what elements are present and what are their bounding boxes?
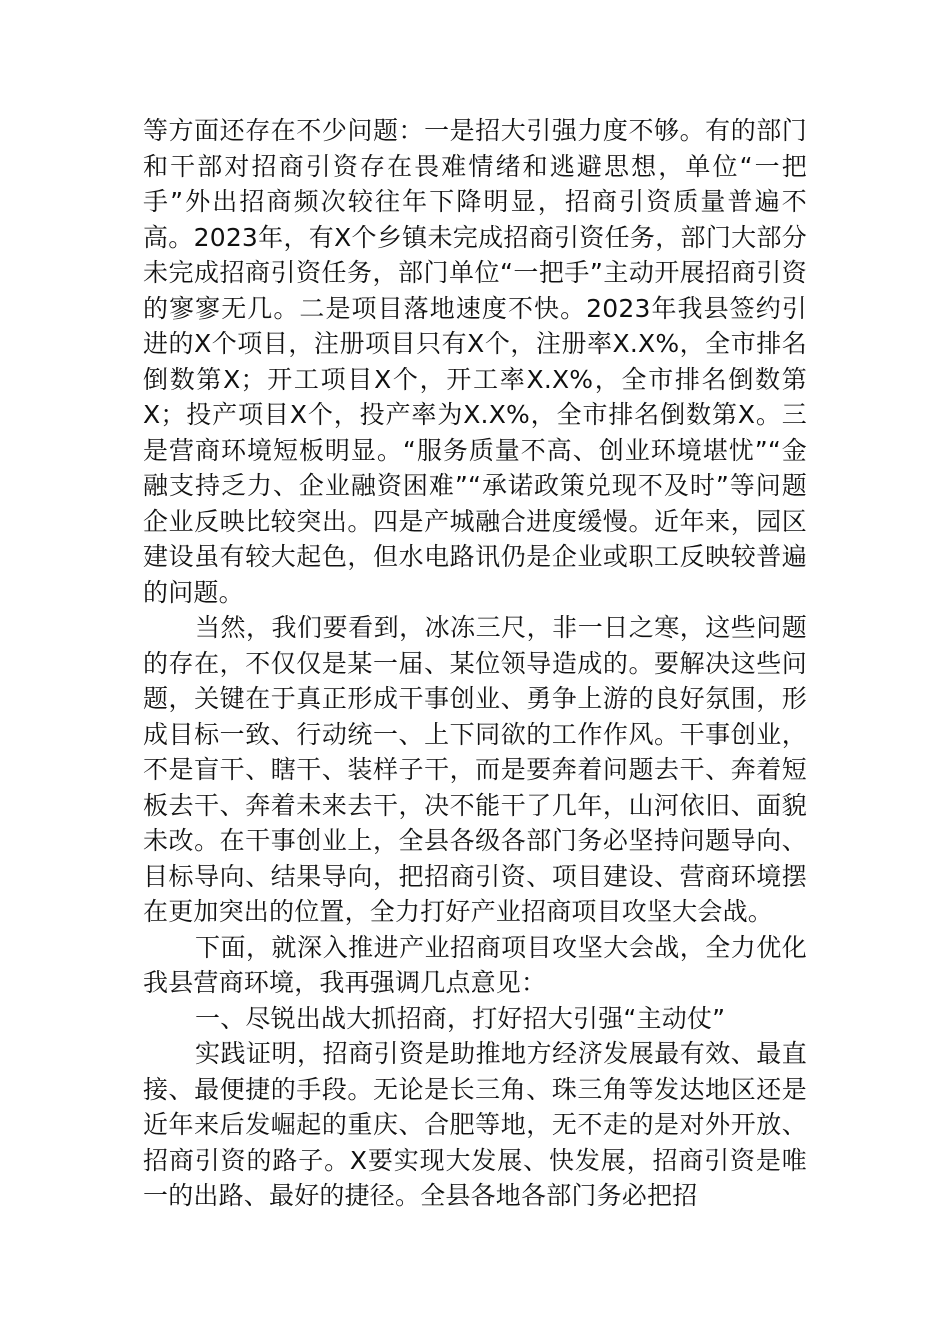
paragraph-analysis: 当然，我们要看到，冰冻三尺，非一日之寒，这些问题的存在，不仅仅是某一届、某位领导造成的。要解决这些问题，关键在于真正形成干事创业、勇争上游的良好氛围，形成目标一致、行动统一、上下同欲的工作作风。干事创业，不是盲干、瞎干、装样子干，而是要奔着问题去干、奔着短板去干、奔着未来去干，决不能干了几年，山河依旧、面貌未改。在干事创业上，全县各级各部门务必坚持问题导向、目标导向、结果导向，把招商引资、项目建设、营商环境摆在更加突出的位置，全力打好产业招商项目攻坚大会战。: [143, 613, 807, 926]
document-body: [143, 113, 807, 1214]
paragraph-investment-practice: 实践证明，招商引资是助推地方经济发展最有效、最直接、最便捷的手段。无论是长三角、珠三角等发达地区还是近年来后发崛起的重庆、合肥等地，无不走的是对外开放、招商引资的路子。X要实现大发展、快发展，招商引资是唯一的出路、最好的捷径。全县各地各部门务必把招: [143, 1039, 807, 1210]
section-heading-one: 一、尽锐出战大抓招商，打好招大引强“主动仗”: [195, 1003, 726, 1033]
paragraph-introduction: 下面，就深入推进产业招商项目攻坚大会战，全力优化我县营商环境，我再强调几点意见：: [143, 932, 807, 997]
paragraph-problems: 等方面还存在不少问题：一是招大引强力度不够。有的部门和干部对招商引资存在畏难情绪和逃避思想，单位“一把手”外出招商频次较往年下降明显，招商引资质量普遍不高。2023年，有X个乡镇未完成招商引资任务，部门大部分未完成招商引资任务，部门单位“一把手”主动开展招商引资的寥寥无几。二是项目落地速度不快。2023年我县签约引进的X个项目，注册项目只有X个，注册率X.X%，全市排名倒数第X；开工项目X个，开工率X.X%，全市排名倒数第X；投产项目X个，投产率为X.X%，全市排名倒数第X。三是营商环境短板明显。“服务质量不高、创业环境堪忧”“金融支持乏力、企业融资困难”“承诺政策兑现不及时”等问题企业反映比较突出。四是产城融合进度缓慢。近年来，园区建设虽有较大起色，但水电路讯仍是企业或职工反映较普遍的问题。: [143, 116, 807, 607]
